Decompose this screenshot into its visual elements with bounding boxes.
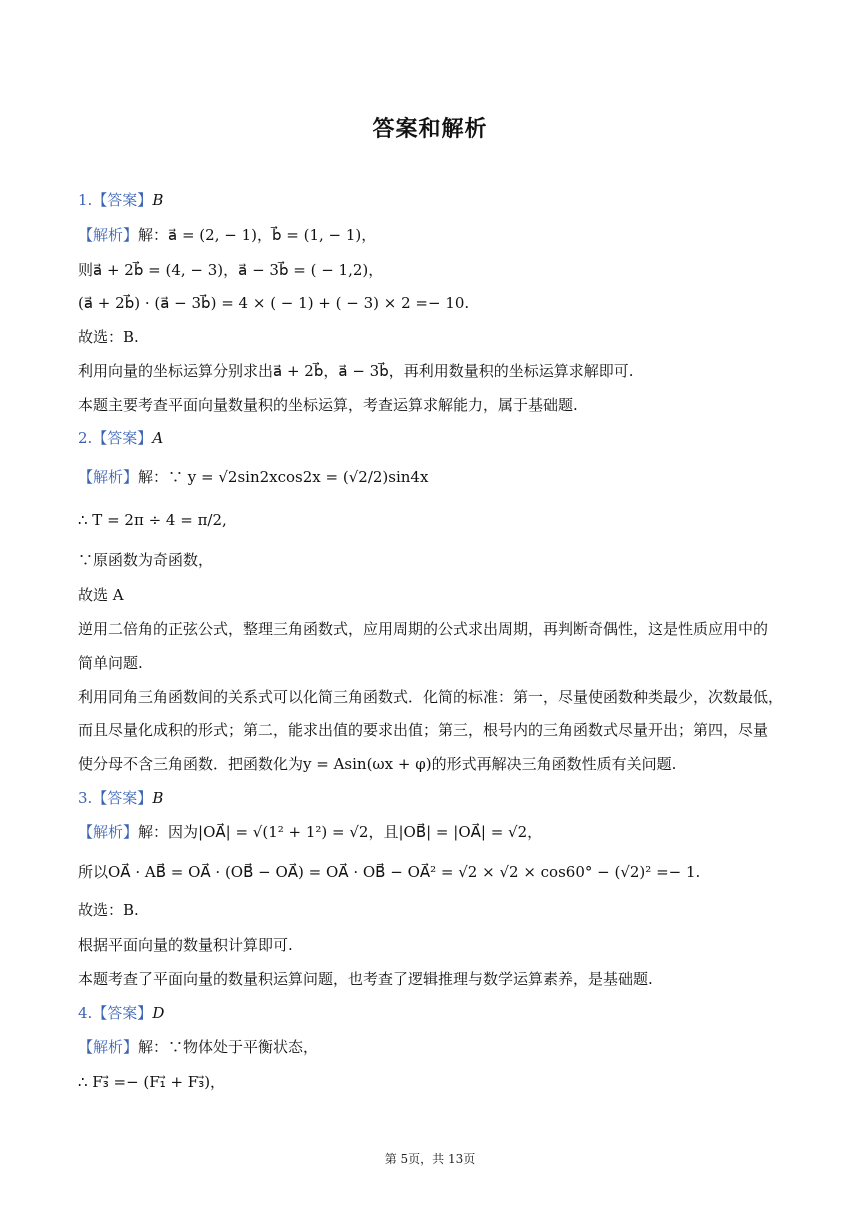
text-line [78, 1037, 798, 1057]
answer-heading [78, 190, 798, 210]
text-line: 而且尽量化成积的形式；第二，能求出值的要求出值；第三，根号内的三角函数式尽量开出；第四，尽量 [78, 721, 769, 739]
answer-choice: D [152, 1004, 165, 1022]
text-line: (a⃗ + 2b⃗) · (a⃗ − 3b⃗) = 4 × ( − 1) + ( − 3) × 2 =− 10. [78, 294, 470, 312]
analysis-tag: 【解析】 [78, 226, 139, 244]
answer-heading [78, 1003, 798, 1023]
analysis-text: 解：∵ y = √2sin2xcos2x = (√2/2)sin4x [138, 468, 429, 486]
analysis-text: 解：∵物体处于平衡状态， [138, 1038, 319, 1056]
answer-heading [78, 428, 798, 448]
text-line: 利用向量的坐标运算分别求出a⃗ + 2b⃗，a⃗ − 3b⃗，再利用数量积的坐标运算求解即可. [78, 362, 634, 380]
text-line: ∵原函数为奇函数， [78, 551, 214, 569]
text-line: ∴ T = 2π ÷ 4 = π/2, [78, 511, 227, 529]
page-footer: 第 5页，共 13页 [384, 1152, 476, 1166]
text-line [78, 225, 798, 245]
text-line: 本题主要考查平面向量数量积的坐标运算，考查运算求解能力，属于基础题. [78, 396, 578, 414]
text-line: 根据平面向量的数量积计算即可. [78, 936, 293, 954]
text-line: ∴ F₃⃗ =− (F₁⃗ + F₃⃗)， [78, 1073, 226, 1091]
text-line: 则a⃗ + 2b⃗ = (4, − 3)，a⃗ − 3b⃗ = ( − 1,2)， [78, 261, 384, 279]
text-line [78, 467, 798, 487]
text-line: 利用同角三角函数间的关系式可以化简三角函数式．化简的标准：第一，尽量使函数种类最少，次数最低， [78, 688, 784, 706]
analysis-text: 解：a⃗ = (2, − 1)，b⃗ = (1, − 1)， [138, 226, 377, 244]
text-line: 逆用二倍角的正弦公式，整理三角函数式，应用周期的公式求出周期，再判断奇偶性，这是性质应用中的 [78, 620, 769, 638]
answer-label: 1.【答案】 [78, 191, 153, 209]
answer-label: 2.【答案】 [78, 429, 153, 447]
text-line: 所以OA⃗ · AB⃗ = OA⃗ · (OB⃗ − OA⃗) = OA⃗ · OB⃗ − OA⃗² = √2 × √2 × cos60° − (√2)² =− 1. [78, 863, 701, 881]
text-line: 本题考查了平面向量的数量积运算问题，也考查了逻辑推理与数学运算素养，是基础题. [78, 970, 653, 988]
analysis-tag: 【解析】 [78, 468, 139, 486]
text-line [78, 822, 798, 842]
page-title: 答案和解析 [372, 117, 488, 142]
text-line: 故选：B. [78, 901, 139, 919]
analysis-text: 解：因为|OA⃗| = √(1² + 1²) = √2，且|OB⃗| = |OA⃗| = √2， [138, 823, 543, 841]
text-line: 故选 A [78, 586, 124, 604]
analysis-tag: 【解析】 [78, 1038, 139, 1056]
analysis-tag: 【解析】 [78, 823, 139, 841]
answer-label: 3.【答案】 [78, 789, 153, 807]
text-line: 简单问题. [78, 654, 143, 672]
answer-label: 4.【答案】 [78, 1004, 153, 1022]
answer-heading [78, 788, 798, 808]
answer-choice: B [152, 789, 164, 807]
text-line: 故选：B. [78, 328, 139, 346]
text-line: 使分母不含三角函数．把函数化为y = Asin(ωx + φ)的形式再解决三角函数性质有关问题. [78, 755, 677, 773]
answer-choice: A [152, 429, 164, 447]
answer-choice: B [152, 191, 164, 209]
